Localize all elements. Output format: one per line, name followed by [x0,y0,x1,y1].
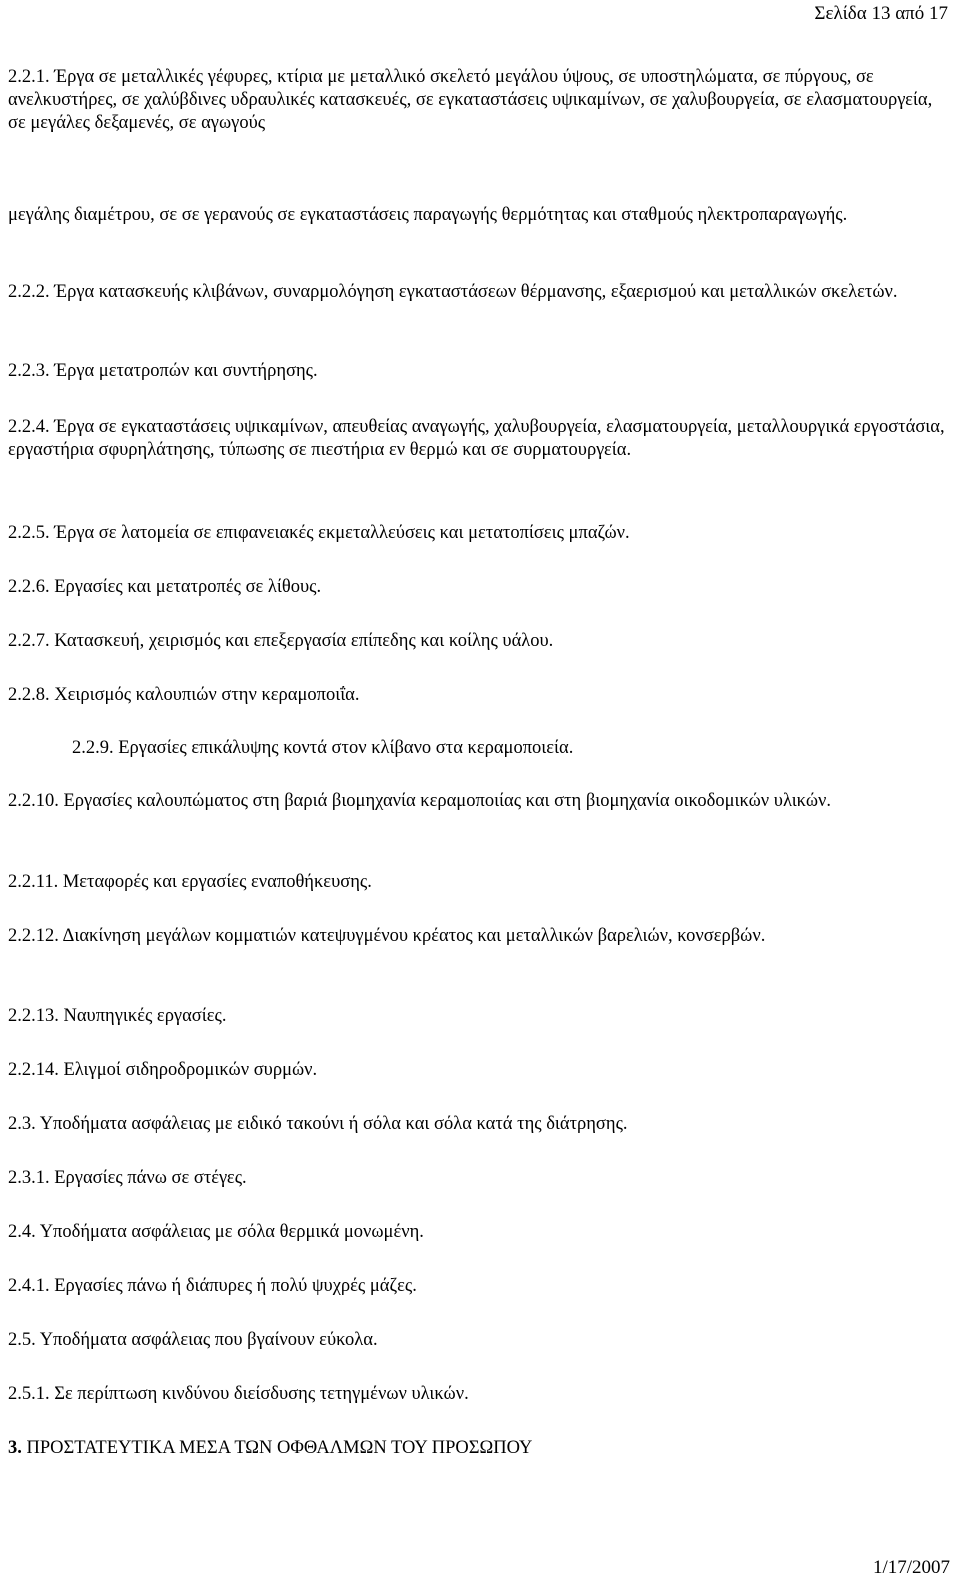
paragraph-2-5-1: 2.5.1. Σε περίπτωση κινδύνου διείσδυσης τετηγμένων υλικών. [8,1384,469,1404]
paragraph-2-2-6: 2.2.6. Εργασίες και μετατροπές σε λίθους. [8,577,322,597]
paragraph-2-2-3: 2.2.3. Έργα μετατροπών και συντήρησης. [8,361,318,381]
paragraph-2-2-1-continued: μεγάλης διαμέτρου, σε σε γερανούς σε εγκαταστάσεις παραγωγής θερμότητας και σταθμούς ηλεκτροπαραγωγής. [8,205,848,225]
paragraph-2-2-10: 2.2.10. Εργασίες καλουπώματος στη βαριά βιομηχανία κεραμοποιίας και στη βιομηχανία οικοδομικών υλικών. [8,791,832,811]
paragraph-2-2-13: 2.2.13. Ναυπηγικές εργασίες. [8,1006,227,1026]
paragraph-2-4: 2.4. Υποδήματα ασφάλειας με σόλα θερμικά μονωμένη. [8,1222,424,1242]
section-heading-3 [8,1437,953,1460]
section-heading-title: ΠΡΟΣΤΑΤΕΥΤΙΚΑ ΜΕΣΑ ΤΩΝ ΟΦΘΑΛΜΩΝ ΤΟΥ ΠΡΟΣΩΠΟΥ [26,1438,533,1458]
paragraph-2-2-5: 2.2.5. Έργα σε λατομεία σε επιφανειακές εκμεταλλεύσεις και μετατοπίσεις μπαζών. [8,523,630,543]
paragraph-2-2-14: 2.2.14. Ελιγμοί σιδηροδρομικών συρμών. [8,1060,318,1080]
paragraph-2-2-1: 2.2.1. Έργα σε μεταλλικές γέφυρες, κτίρια με μεταλλικό σκελετό μεγάλου ύψους, σε υποστηλώματα, σε πύργους, σε ανελκυστήρες, σε χαλύβδινες υδραυλικές κατασκευές, σε εγκαταστάσεις υψικαμίνων, σε χαλυβουργεία, σε ελασματουργεία, σε μεγάλες δεξαμενές, σε αγωγούς [8,67,933,133]
page-number-header: Σελίδα 13 από 17 [814,3,948,24]
paragraph-2-2-4: 2.2.4. Έργα σε εγκαταστάσεις υψικαμίνων, απευθείας αναγωγής, χαλυβουργεία, ελασματουργεία, μεταλλουργικά εργοστάσια, εργαστήρια σφυρηλάτησης, τύπωσης σε πιεστήρια εν θερμώ και σε συρματουργεία. [8,417,945,460]
paragraph-2-3-1: 2.3.1. Εργασίες πάνω σε στέγες. [8,1168,247,1188]
paragraph-2-5: 2.5. Υποδήματα ασφάλειας που βγαίνουν εύκολα. [8,1330,378,1350]
paragraph-2-2-2: 2.2.2. Έργα κατασκευής κλιβάνων, συναρμολόγηση εγκαταστάσεων θέρμανσης, εξαερισμού και μεταλλικών σκελετών. [8,282,898,302]
paragraph-2-2-11: 2.2.11. Μεταφορές και εργασίες εναποθήκευσης. [8,872,372,892]
paragraph-2-3: 2.3. Υποδήματα ασφάλειας με ειδικό τακούνι ή σόλα και σόλα κατά της διάτρησης. [8,1114,628,1134]
footer-date: 1/17/2007 [872,1557,950,1578]
paragraph-2-2-12: 2.2.12. Διακίνηση μεγάλων κομματιών κατεψυγμένου κρέατος και μεταλλικών βαρελιών, κονσερβών. [8,926,766,946]
paragraph-2-2-7: 2.2.7. Κατασκευή, χειρισμός και επεξεργασία επίπεδης και κοίλης υάλου. [8,631,554,651]
paragraph-2-4-1: 2.4.1. Εργασίες πάνω ή διάπυρες ή πολύ ψυχρές μάζες. [8,1276,417,1296]
paragraph-2-2-8: 2.2.8. Χειρισμός καλουπιών στην κεραμοποιΐα. [8,685,360,705]
paragraph-2-2-9: 2.2.9. Εργασίες επικάλυψης κοντά στον κλίβανο στα κεραμοποιεία. [72,738,574,758]
section-heading-number: 3. [8,1438,22,1458]
